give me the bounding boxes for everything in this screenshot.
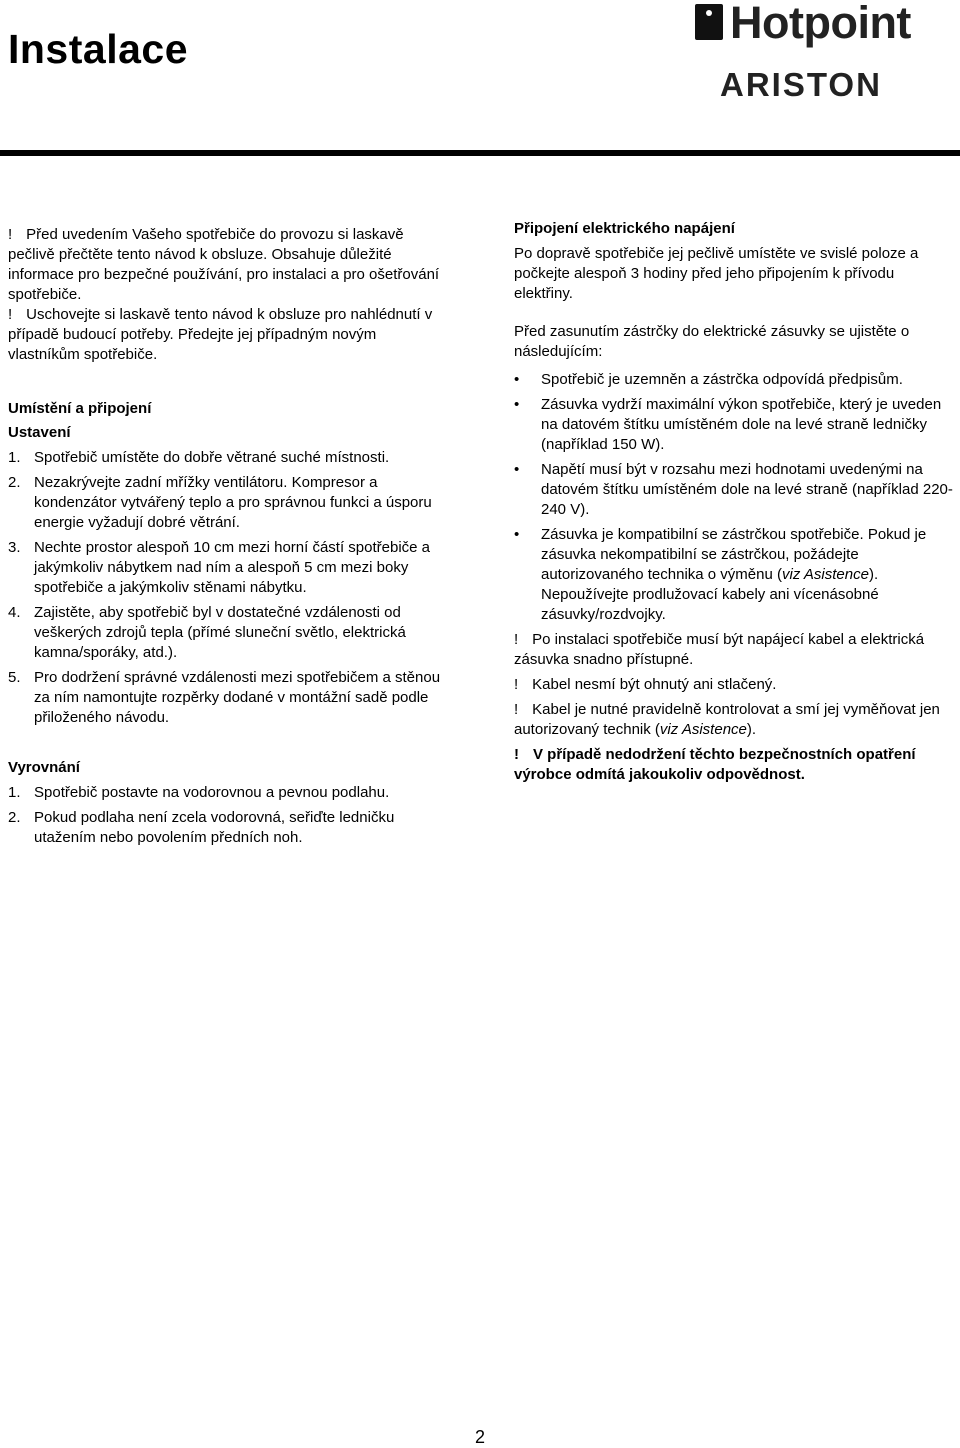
page-header — [0, 0, 960, 160]
bullet-text: Spotřebič je uzemněn a zástrčka odpovídá předpisům. — [541, 371, 903, 388]
section-heading-electrical: Připojení elektrického napájení — [514, 220, 735, 237]
warning-mark-icon: ! — [8, 306, 13, 323]
step-text: Spotřebič umístěte do dobře větrané suché místnosti. — [34, 449, 390, 466]
list-item — [514, 395, 954, 455]
page-title: Instalace — [8, 26, 188, 72]
page-number: 2 — [474, 1427, 485, 1447]
list-item — [514, 525, 954, 625]
subsection-heading-positioning: Ustavení — [8, 424, 71, 441]
list-item — [514, 460, 954, 520]
placement-steps — [8, 448, 448, 728]
logo-brand: Hotpoint — [730, 0, 911, 48]
list-item — [514, 370, 954, 390]
warning-mark-icon: ! — [514, 631, 519, 648]
electrical-intro: Po dopravě spotřebiče jej pečlivě umístěte ve svislé poloze a počkejte alespoň 3 hodiny před jeho připojením k přívodu elektřiny. — [514, 245, 919, 302]
step-number: 2. — [8, 809, 21, 826]
bullet-text: Napětí musí být v rozsahu mezi hodnotami uvedenými na datovém štítku umístěném dole na levé straně (například 220-240 V). — [541, 461, 953, 518]
intro-warning-1-text: Před uvedením Vašeho spotřebiče do provozu si laskavě pečlivě přečtěte tento návod k obsluze. Obsahuje důležité informace pro bezpečné používání, pro instalaci a pro ošetřování spotřebiče. — [8, 226, 440, 303]
bullet-reference: viz Asistence — [781, 566, 869, 583]
step-number: 3. — [8, 539, 21, 556]
electrical-warning-2 — [514, 675, 954, 695]
step-text: Pro dodržení správné vzdálenosti mezi spotřebičem a stěnou za ním namontujte rozpěrky dodané v montážní sadě podle přiloženého návodu. — [34, 669, 441, 726]
list-item — [8, 603, 448, 663]
list-item — [8, 538, 448, 598]
step-text: Zajistěte, aby spotřebič byl v dostatečné vzdálenosti od veškerých zdrojů tepla (přímé sluneční světlo, elektrická kamna/sporáky, atd.). — [34, 604, 406, 661]
leveling-steps — [8, 783, 448, 848]
step-number: 1. — [8, 449, 21, 466]
list-item — [8, 808, 448, 848]
list-item — [8, 783, 448, 803]
section-heading-placement: Umístění a připojení — [8, 400, 152, 417]
right-column — [514, 219, 954, 785]
subsection-heading-leveling: Vyrovnání — [8, 759, 80, 776]
warning-mark-icon: ! — [514, 746, 519, 763]
bullet-icon: • — [514, 461, 520, 478]
bullet-icon: • — [514, 526, 520, 543]
electrical-warning-2-text: Kabel nesmí být ohnutý ani stlačený. — [532, 676, 777, 693]
step-number: 5. — [8, 669, 21, 686]
intro-warning-2 — [8, 305, 448, 365]
electrical-warning-3-text-after: ). — [746, 721, 757, 738]
logo-subbrand: ARISTON — [720, 66, 882, 103]
electrical-checklist-intro: Před zasunutím zástrčky do elektrické zásuvky se ujistěte o následujícím: — [514, 323, 910, 360]
step-number: 4. — [8, 604, 21, 621]
step-text: Nezakrývejte zadní mřížky ventilátoru. Kompresor a kondenzátor vytvářený teplo a pro správnou funkci a úsporu energie vyžadují dobré větrání. — [34, 474, 432, 531]
list-item — [8, 448, 448, 468]
warning-mark-icon: ! — [514, 701, 519, 718]
warning-reference: viz Asistence — [659, 721, 747, 738]
step-text: Nechte prostor alespoň 10 cm mezi horní částí spotřebiče a jakýmkoliv nábytkem nad ním a alespoň 5 cm mezi boky spotřebiče a jakýmkoliv stěnami nábytku. — [34, 539, 431, 596]
step-number: 2. — [8, 474, 21, 491]
step-number: 1. — [8, 784, 21, 801]
electrical-warning-1 — [514, 630, 954, 670]
list-item — [8, 473, 448, 533]
electrical-warning-4-text: V případě nedodržení těchto bezpečnostních opatření výrobce odmítá jakoukoliv odpovědnost. — [514, 746, 916, 783]
bullet-icon: • — [514, 396, 520, 413]
electrical-warning-3 — [514, 700, 954, 740]
header-divider — [0, 150, 960, 156]
intro-warning-2-text: Uschovejte si laskavě tento návod k obsluze pro nahlédnutí v případě budoucí potřeby. Předejte jej případným novým vlastníkům spotřebiče. — [8, 306, 433, 363]
step-text: Spotřebič postavte na vodorovnou a pevnou podlahu. — [34, 784, 390, 801]
left-column — [8, 225, 448, 848]
bullet-icon: • — [514, 371, 520, 388]
warning-mark-icon: ! — [514, 676, 519, 693]
electrical-warning-1-text: Po instalaci spotřebiče musí být napájecí kabel a elektrická zásuvka snadno přístupné. — [514, 631, 925, 668]
hotpoint-ariston-logo — [690, 0, 930, 110]
bullet-text: Zásuvka vydrží maximální výkon spotřebiče, který je uveden na datovém štítku umístěném dole na levé straně ledničky (například 150 W). — [541, 396, 942, 453]
electrical-checklist — [514, 370, 954, 625]
warning-mark-icon: ! — [8, 226, 13, 243]
bullet-text-before: Zásuvka je kompatibilní se zástrčkou spotřebiče. Pokud je zásuvka nekompatibilní se zástrčkou, požádejte autorizovaného technika o výměnu ( — [541, 526, 927, 583]
step-text: Pokud podlaha není zcela vodorovná, seřiďte ledničku utažením nebo povolením předních noh. — [34, 809, 395, 846]
electrical-warning-4 — [514, 745, 954, 785]
electrical-warning-3-text-before: Kabel je nutné pravidelně kontrolovat a smí jej vyměňovat jen autorizovaný technik ( — [514, 701, 940, 738]
intro-warning-1 — [8, 225, 448, 305]
list-item — [8, 668, 448, 728]
logo-mark-icon — [695, 4, 723, 40]
bullet-text-after: ). Nepoužívejte prodlužovací kabely ani vícenásobné zásuvky/rozdvojky. — [541, 566, 879, 623]
